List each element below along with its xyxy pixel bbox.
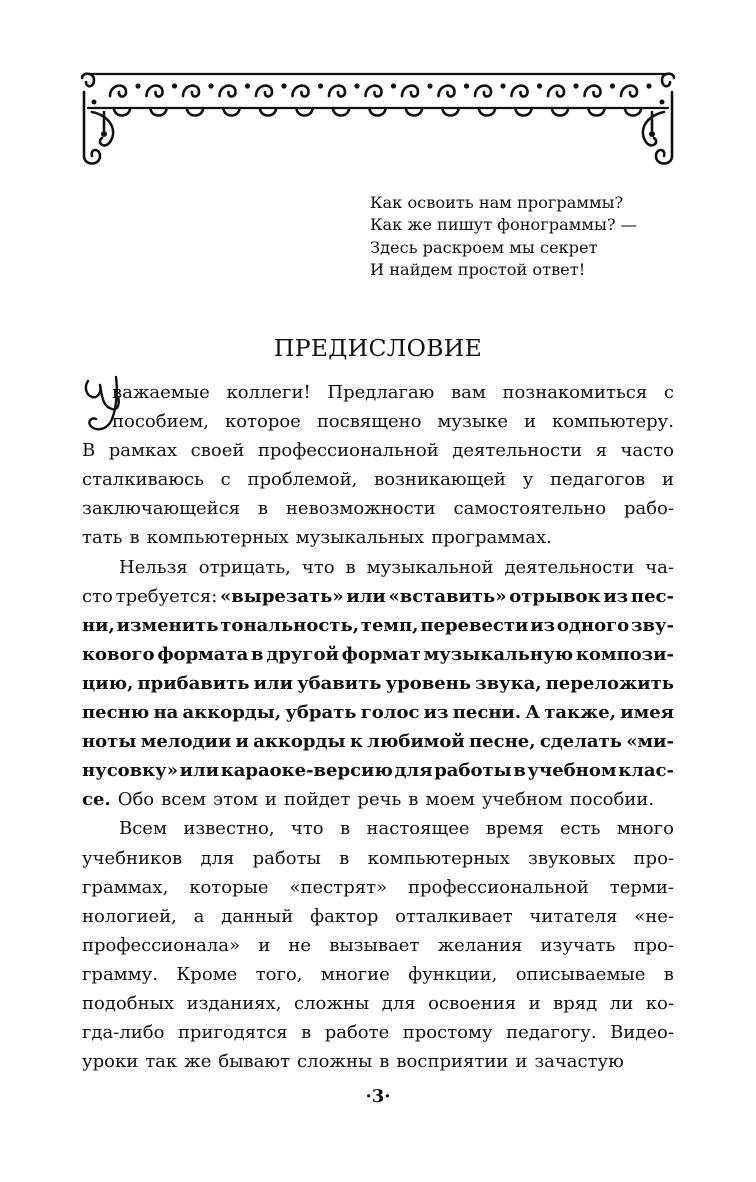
- ornament-dot: [391, 83, 396, 88]
- scroll-arc: [589, 108, 605, 116]
- epigraph-line: Как освоить нам программы?: [370, 193, 624, 212]
- bold-word: сделать: [539, 731, 622, 753]
- text-line: [82, 465, 674, 494]
- text-line: [82, 378, 674, 407]
- text-line: [82, 873, 674, 902]
- word: рамках: [108, 440, 178, 462]
- text-line: [82, 669, 674, 698]
- word: подобных: [82, 992, 175, 1014]
- word: сталкиваюсь: [82, 469, 204, 491]
- bold-word: и: [235, 731, 249, 753]
- text-line: [82, 611, 674, 640]
- bold-word: цию,: [82, 672, 134, 694]
- word: Предлагаю: [327, 382, 435, 403]
- bold-word: зву-: [630, 614, 674, 636]
- bold-word: одного: [556, 614, 630, 636]
- scroll-arc: [406, 108, 422, 116]
- word: так: [145, 1051, 178, 1073]
- bold-word: также,: [544, 702, 616, 724]
- bold-word: работы: [434, 760, 512, 782]
- bold-word: «вырезать»: [220, 585, 344, 607]
- bold-word: компози-: [575, 643, 674, 665]
- word: ча-: [645, 556, 674, 578]
- word: речь: [357, 789, 402, 811]
- word: музыкальной: [366, 556, 494, 578]
- word: своей: [190, 440, 245, 462]
- word: и: [258, 934, 271, 956]
- word: и: [515, 1051, 528, 1073]
- word: компьютерных: [367, 847, 510, 869]
- word: профессионала»: [82, 934, 241, 956]
- text-line: [82, 931, 674, 960]
- word: музыке: [437, 411, 509, 433]
- text-line: [82, 640, 674, 669]
- word: ко-: [645, 992, 674, 1014]
- text-line: [82, 1018, 674, 1047]
- text-line: [82, 756, 674, 785]
- scroll-arc: [443, 108, 459, 116]
- chapter-heading: ПРЕДИСЛОВИЕ: [273, 334, 483, 362]
- word: что: [290, 818, 324, 840]
- epigraph-line: И найдем простой ответ!: [370, 259, 586, 279]
- word: пойдет: [283, 789, 351, 811]
- bold-word: из: [423, 702, 449, 724]
- bold-word: в: [513, 760, 526, 782]
- word: данный: [221, 905, 294, 927]
- word: в: [257, 498, 269, 520]
- text-line: [82, 989, 674, 1018]
- bold-word: любимой: [367, 731, 465, 753]
- word: работы: [252, 847, 321, 869]
- text-line: [82, 407, 674, 436]
- word: в: [345, 556, 356, 578]
- bold-word: имея: [620, 702, 674, 724]
- word: в: [408, 789, 419, 811]
- word: уроки: [82, 1051, 139, 1073]
- word: с: [220, 469, 231, 491]
- word: самостоятельно: [453, 498, 607, 520]
- word: познакомиться: [502, 382, 648, 403]
- bold-word: песне,: [469, 731, 536, 753]
- ornament-dot: [573, 83, 578, 88]
- bold-word: се.: [82, 789, 111, 811]
- word: в: [301, 1022, 312, 1044]
- word: звуковых: [528, 847, 616, 869]
- word: профессиональной: [407, 876, 589, 898]
- word: пособием,: [112, 411, 209, 433]
- scroll-motif: [110, 86, 126, 97]
- scroll-motif: [329, 86, 345, 97]
- word: которое: [224, 411, 301, 433]
- word: вызывает: [329, 934, 420, 956]
- bold-word: ноты: [82, 731, 137, 753]
- ornament-dot: [646, 83, 651, 88]
- word: рабо-: [623, 498, 674, 520]
- word: описываемые: [515, 963, 646, 985]
- bold-word: убавить: [297, 672, 382, 694]
- text-line: [82, 436, 674, 465]
- word: Видео-: [610, 1022, 674, 1044]
- bold-word: отрывок: [509, 585, 601, 607]
- word: отрицать,: [198, 556, 291, 578]
- scroll-motif: [439, 86, 455, 97]
- word: бывают: [218, 1051, 291, 1073]
- word: в: [340, 818, 351, 840]
- bold-word: в: [251, 643, 264, 665]
- word: музыкальных: [295, 527, 425, 549]
- scroll-motif: [402, 86, 418, 97]
- scroll-motif: [256, 86, 272, 97]
- text-line: [82, 902, 674, 931]
- word: простому: [402, 1022, 493, 1044]
- scroll-motif: [548, 86, 564, 97]
- word: для: [200, 847, 235, 869]
- bold-word: караоке-версию: [220, 760, 393, 782]
- word: восприятии: [396, 1051, 509, 1073]
- word: работе: [324, 1022, 390, 1044]
- word: про-: [633, 934, 674, 956]
- bold-word: переложить: [545, 672, 674, 694]
- scroll-arc: [114, 108, 130, 116]
- bold-word: А: [525, 702, 541, 724]
- word: возникающей: [374, 469, 506, 491]
- word: этом: [213, 789, 258, 811]
- scroll-motif: [183, 86, 199, 97]
- word: невозможности: [285, 498, 436, 520]
- word: про-: [633, 847, 674, 869]
- word: изданиях,: [186, 992, 282, 1014]
- word: и: [264, 789, 277, 811]
- text-line: [82, 727, 674, 756]
- word: зачастую: [534, 1051, 624, 1073]
- word: Всем: [119, 818, 167, 840]
- scroll-arc: [333, 108, 349, 116]
- bold-word: «вставить»: [388, 585, 507, 607]
- bold-word: клас-: [618, 760, 674, 782]
- word: заключающейся: [82, 498, 241, 520]
- word: В: [82, 440, 96, 462]
- word: много: [616, 818, 674, 840]
- bold-word: или: [346, 585, 386, 607]
- word: грамму.: [82, 963, 158, 985]
- word: «пестрят»: [289, 876, 388, 898]
- scroll-motif: [585, 86, 601, 97]
- bold-word: песню: [82, 702, 150, 724]
- text-line: [82, 523, 674, 552]
- word: фактор: [309, 905, 379, 927]
- word: Кроме: [176, 963, 238, 985]
- ornament-dot: [354, 83, 359, 88]
- bold-word: аккорды,: [182, 702, 282, 724]
- text-line: [82, 553, 674, 582]
- bold-word: из: [530, 614, 556, 636]
- word: «не-: [634, 905, 674, 927]
- word: всем: [161, 789, 206, 811]
- word: проблемой,: [247, 469, 358, 491]
- bold-word: звука,: [475, 672, 542, 694]
- word: педагогов: [550, 469, 646, 491]
- word: многие: [320, 963, 390, 985]
- text-line: [82, 1047, 674, 1076]
- bold-word: к: [349, 731, 363, 753]
- scroll-motif: [366, 86, 382, 97]
- word: профессиональной: [257, 440, 439, 462]
- bold-word: ни,: [82, 614, 115, 636]
- text-line: [82, 494, 674, 523]
- word: пригодятся: [177, 1022, 288, 1044]
- bold-word: из: [603, 585, 629, 607]
- scroll-arc: [479, 108, 495, 116]
- word: вам: [451, 382, 486, 403]
- bold-word: кового: [82, 643, 155, 665]
- word: с: [663, 382, 674, 403]
- word: вряд: [553, 992, 598, 1014]
- word: и: [528, 992, 541, 1014]
- bold-word: аккорды: [253, 731, 346, 753]
- bold-word: темп,: [360, 614, 419, 636]
- word: тать: [82, 527, 123, 549]
- word: желания: [437, 934, 523, 956]
- body-text: [82, 378, 674, 1076]
- ornament-dot: [135, 83, 140, 88]
- bold-word: прибавить: [137, 672, 250, 694]
- scroll-motif: [147, 86, 163, 97]
- word: компьютеру.: [551, 411, 674, 433]
- ornament-dot: [172, 83, 177, 88]
- bold-word: или: [253, 672, 293, 694]
- word: граммах,: [82, 876, 169, 898]
- ornament-dot: [427, 83, 432, 88]
- ornament-dot: [537, 83, 542, 88]
- ornament-dot: [281, 83, 286, 88]
- bold-word: учебном: [527, 760, 617, 782]
- word: не: [288, 934, 312, 956]
- word: у: [522, 469, 534, 491]
- scroll-motif: [293, 86, 309, 97]
- scroll-arc: [516, 108, 532, 116]
- ornament-dot: [610, 83, 615, 88]
- word: учебном: [481, 789, 563, 811]
- word: программах.: [431, 527, 552, 549]
- bold-word: песни.: [452, 702, 522, 724]
- word: в: [379, 1051, 390, 1073]
- word: для: [381, 992, 416, 1014]
- text-line: [82, 698, 674, 727]
- word: коллеги!: [226, 382, 311, 403]
- word: часто: [620, 440, 674, 462]
- text-line: [82, 960, 674, 989]
- scroll-arc: [297, 108, 313, 116]
- word: пособии.: [569, 789, 655, 811]
- bold-word: другой: [266, 643, 339, 665]
- word: в: [663, 963, 674, 985]
- epigraph-poem: [370, 192, 700, 281]
- word: же: [184, 1051, 212, 1073]
- word: в: [339, 847, 350, 869]
- epigraph-line: Здесь раскроем мы секрет: [370, 237, 598, 257]
- scroll-arc: [260, 108, 276, 116]
- word: Обо: [117, 789, 155, 811]
- word: посвящено: [316, 411, 422, 433]
- word: требуется:: [115, 585, 218, 607]
- word: изучать: [540, 934, 616, 956]
- word: а: [193, 905, 205, 927]
- scroll-arc: [552, 108, 568, 116]
- bold-word: изменить: [116, 614, 219, 636]
- scroll-arc: [151, 108, 167, 116]
- word: терми-: [609, 876, 674, 898]
- word: моем: [425, 789, 475, 811]
- bold-word: пес-: [630, 585, 674, 607]
- word: которые: [189, 876, 269, 898]
- text-line: [82, 814, 674, 843]
- ornament-dot: [464, 83, 469, 88]
- bold-word: «ми-: [626, 731, 674, 753]
- scroll-motif: [220, 86, 236, 97]
- bold-word: для: [394, 760, 433, 782]
- word: деятельности: [504, 556, 635, 578]
- page-number: ·3·: [365, 1086, 391, 1107]
- word: есть: [559, 818, 601, 840]
- scroll-arc: [224, 108, 240, 116]
- scroll-motif: [475, 86, 491, 97]
- scroll-arc: [187, 108, 203, 116]
- word: компьютерных: [146, 527, 289, 549]
- bold-word: формат: [341, 643, 421, 665]
- word: в: [129, 527, 140, 549]
- ornament-dot: [208, 83, 213, 88]
- word: сложны: [294, 992, 370, 1014]
- word: нологией,: [82, 905, 177, 927]
- word: отталкивает: [395, 905, 513, 927]
- bold-word: формата: [157, 643, 249, 665]
- bold-word: тональность,: [220, 614, 359, 636]
- bold-word: музыкальную: [423, 643, 574, 665]
- decorative-header-ornament: [80, 72, 676, 168]
- word: настоящее: [366, 818, 470, 840]
- scroll-motif: [512, 86, 528, 97]
- epigraph-line: Как же пишут фонограммы? —: [370, 215, 637, 235]
- word: освоения: [428, 992, 517, 1014]
- word: читателя: [529, 905, 618, 927]
- word: и: [661, 469, 674, 491]
- word: ли: [609, 992, 634, 1014]
- scroll-arc: [625, 108, 641, 116]
- word: учебников: [82, 847, 183, 869]
- bold-word: нусовку»: [82, 760, 178, 782]
- word: того,: [255, 963, 303, 985]
- word: важаемые: [112, 382, 210, 403]
- bold-word: на: [153, 702, 179, 724]
- text-line: [82, 785, 674, 814]
- bold-word: мелодии: [140, 731, 232, 753]
- bold-word: или: [179, 760, 220, 782]
- word: и: [524, 411, 537, 433]
- word: деятельности: [452, 440, 583, 462]
- text-line: [82, 844, 674, 873]
- word: известно,: [183, 818, 275, 840]
- scroll-motif: [621, 86, 637, 97]
- bold-word: уровень: [385, 672, 472, 694]
- bold-word: голос: [360, 702, 420, 724]
- word: что: [301, 556, 335, 578]
- word: гда-либо: [82, 1022, 165, 1044]
- word: педагогу.: [506, 1022, 597, 1044]
- bold-word: убрать: [285, 702, 357, 724]
- word: сто: [82, 585, 113, 607]
- ornament-dot: [500, 83, 505, 88]
- bold-word: перевести: [420, 614, 529, 636]
- word: сложны: [297, 1051, 373, 1073]
- scroll-arc: [370, 108, 386, 116]
- ornament-dot: [245, 83, 250, 88]
- word: время: [485, 818, 544, 840]
- text-line: [82, 582, 674, 611]
- word: я: [595, 440, 607, 462]
- word: Нельзя: [119, 556, 188, 578]
- word: функции,: [408, 963, 498, 985]
- ornament-dot: [318, 83, 323, 88]
